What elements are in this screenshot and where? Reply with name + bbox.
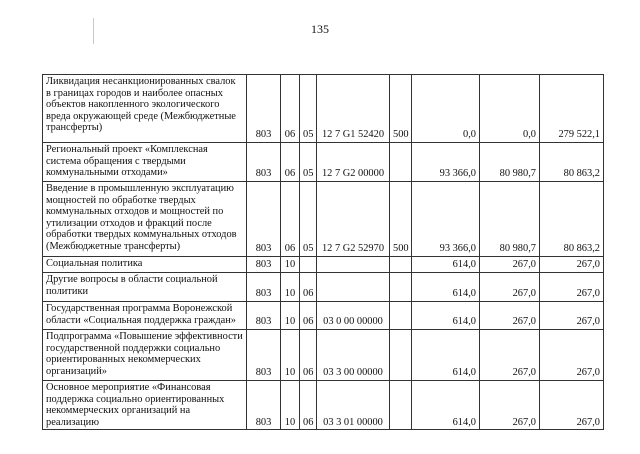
cell-subsection <box>300 257 317 273</box>
cell-expense-type <box>390 330 412 381</box>
cell-expense-type <box>390 273 412 302</box>
cell-amount-1: 614,0 <box>412 273 480 302</box>
cell-grbs: 803 <box>247 182 281 257</box>
table-row <box>43 273 604 302</box>
row-name: Ликвидация несанкционированных свалок в границах городов и наиболее опасных объектов накопленного экологического вреда окружающей среде (Межбюджетные трансферты) <box>43 75 247 143</box>
cell-amount-2: 80 980,7 <box>480 182 540 257</box>
cell-target-article: 12 7 G2 52970 <box>317 182 390 257</box>
row-name: Основное мероприятие «Финансовая поддержка социально ориентированных некоммерческих организаций на реализацию <box>43 381 247 430</box>
cell-target-article: 03 3 01 00000 <box>317 381 390 430</box>
cell-amount-1: 93 366,0 <box>412 182 480 257</box>
page-number: 135 <box>311 22 329 36</box>
table-row <box>43 182 604 257</box>
cell-amount-1: 614,0 <box>412 381 480 430</box>
cell-amount-3: 267,0 <box>540 381 604 430</box>
cell-amount-1: 614,0 <box>412 302 480 330</box>
table-row <box>43 257 604 273</box>
cell-grbs: 803 <box>247 381 281 430</box>
cell-amount-3: 279 522,1 <box>540 75 604 143</box>
table-row <box>43 381 604 430</box>
cell-amount-2: 267,0 <box>480 330 540 381</box>
cell-target-article: 12 7 G2 00000 <box>317 143 390 182</box>
cell-grbs: 803 <box>247 330 281 381</box>
cell-section: 06 <box>281 75 300 143</box>
row-name: Социальная политика <box>43 257 247 273</box>
cell-section: 10 <box>281 302 300 330</box>
cell-expense-type <box>390 143 412 182</box>
row-name: Подпрограмма «Повышение эффективности государственной поддержки социально ориентированных некоммерческих организаций» <box>43 330 247 381</box>
cell-subsection: 06 <box>300 302 317 330</box>
cell-subsection: 05 <box>300 182 317 257</box>
cell-section: 06 <box>281 143 300 182</box>
cell-target-article <box>317 257 390 273</box>
budget-table <box>42 74 604 430</box>
cell-target-article: 03 0 00 00000 <box>317 302 390 330</box>
cell-amount-3: 267,0 <box>540 273 604 302</box>
cell-expense-type <box>390 381 412 430</box>
cell-target-article <box>317 273 390 302</box>
cell-amount-3: 267,0 <box>540 302 604 330</box>
cell-section: 10 <box>281 330 300 381</box>
cell-amount-2: 267,0 <box>480 381 540 430</box>
cell-amount-3: 267,0 <box>540 330 604 381</box>
cell-subsection: 05 <box>300 75 317 143</box>
cell-section: 06 <box>281 182 300 257</box>
row-name: Государственная программа Воронежской области «Социальная поддержка граждан» <box>43 302 247 330</box>
cell-amount-2: 267,0 <box>480 257 540 273</box>
cell-grbs: 803 <box>247 273 281 302</box>
cell-section: 10 <box>281 273 300 302</box>
cell-subsection: 06 <box>300 330 317 381</box>
cell-amount-2: 267,0 <box>480 302 540 330</box>
table-row <box>43 75 604 143</box>
row-name: Другие вопросы в области социальной политики <box>43 273 247 302</box>
cell-expense-type <box>390 257 412 273</box>
cell-amount-3: 267,0 <box>540 257 604 273</box>
cell-subsection: 06 <box>300 381 317 430</box>
margin-mark <box>93 18 94 44</box>
cell-amount-2: 267,0 <box>480 273 540 302</box>
table-row <box>43 302 604 330</box>
cell-amount-3: 80 863,2 <box>540 143 604 182</box>
cell-section: 10 <box>281 381 300 430</box>
cell-section: 10 <box>281 257 300 273</box>
cell-grbs: 803 <box>247 143 281 182</box>
cell-expense-type <box>390 302 412 330</box>
table-row <box>43 143 604 182</box>
cell-expense-type: 500 <box>390 182 412 257</box>
cell-subsection: 06 <box>300 273 317 302</box>
cell-subsection: 05 <box>300 143 317 182</box>
cell-amount-2: 0,0 <box>480 75 540 143</box>
row-name: Региональный проект «Комплексная система обращения с твердыми коммунальными отходами» <box>43 143 247 182</box>
cell-amount-1: 93 366,0 <box>412 143 480 182</box>
cell-amount-1: 0,0 <box>412 75 480 143</box>
table-row <box>43 330 604 381</box>
cell-amount-1: 614,0 <box>412 257 480 273</box>
cell-grbs: 803 <box>247 302 281 330</box>
cell-amount-3: 80 863,2 <box>540 182 604 257</box>
cell-grbs: 803 <box>247 257 281 273</box>
cell-amount-1: 614,0 <box>412 330 480 381</box>
cell-grbs: 803 <box>247 75 281 143</box>
cell-expense-type: 500 <box>390 75 412 143</box>
cell-target-article: 03 3 00 00000 <box>317 330 390 381</box>
cell-amount-2: 80 980,7 <box>480 143 540 182</box>
row-name: Введение в промышленную эксплуатацию мощностей по обработке твердых коммунальных отходов и мощностей по утилизации отходов и фракций после обработки твердых коммунальных отходов (Межбюджетные трансферты) <box>43 182 247 257</box>
cell-target-article: 12 7 G1 52420 <box>317 75 390 143</box>
